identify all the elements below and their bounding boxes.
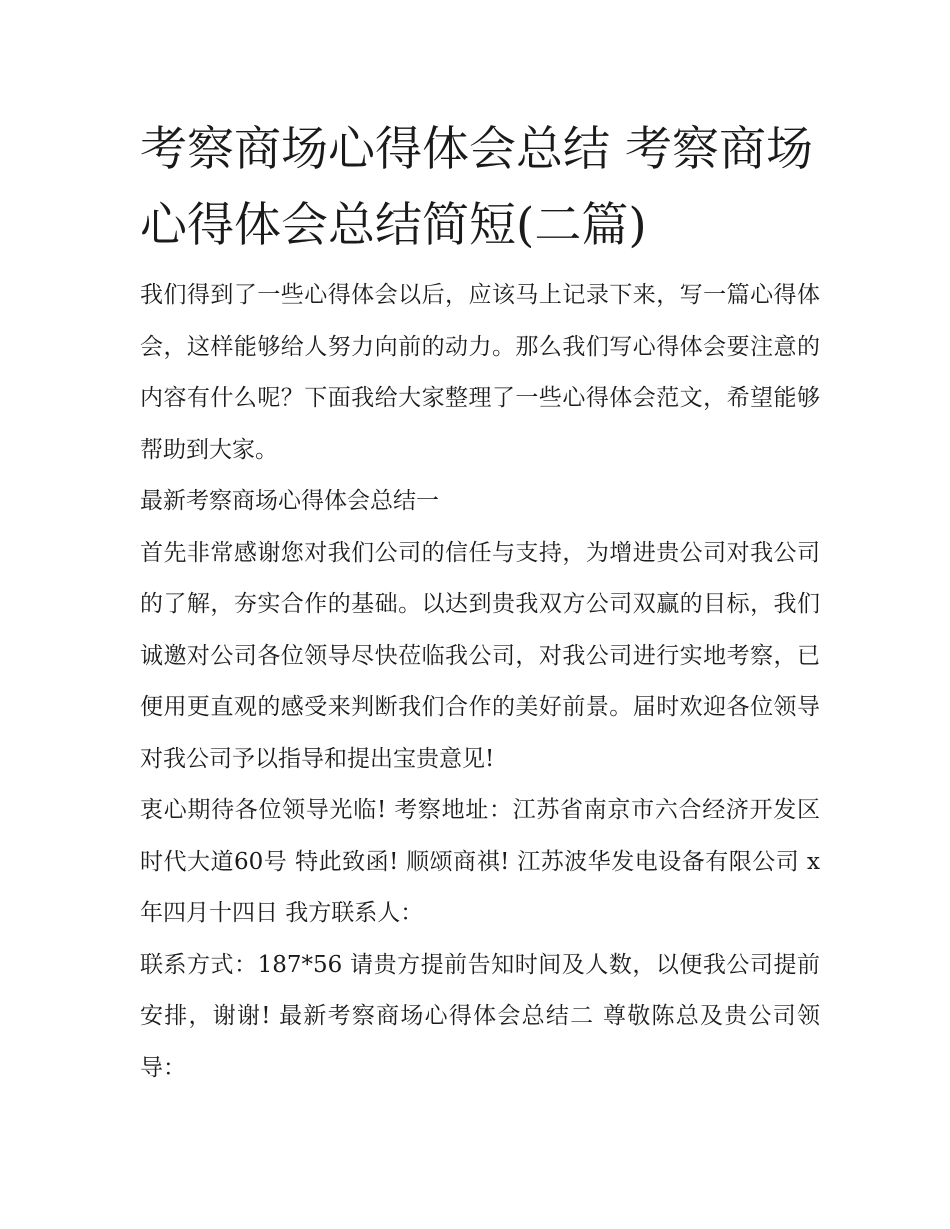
address-paragraph: 衷心期待各位领导光临! 考察地址：江苏省南京市六合经济开发区时代大道60号 特此致函! 顺颂商祺! 江苏波华发电设备有限公司 x 年四月十四日 我方联系人： — [140, 797, 820, 926]
document-title: 考察商场心得体会总结 考察商场心得体会总结简短(二篇) — [140, 122, 813, 253]
intro-paragraph: 我们得到了一些心得体会以后，应该马上记录下来，写一篇心得体会，这样能够给人努力向前的动力。那么我们写心得体会要注意的内容有什么呢？下面我给大家整理了一些心得体会范文，希望能够帮助到大家。 — [140, 282, 820, 463]
contact-paragraph: 联系方式：187*56 请贵方提前告知时间及人数，以便我公司提前安排，谢谢! 最新考察商场心得体会总结二 尊敬陈总及贵公司领导： — [140, 951, 820, 1081]
section-heading-one: 最新考察商场心得体会总结一 — [140, 488, 439, 514]
body-paragraph: 首先非常感谢您对我们公司的信任与支持，为增进贵公司对我公司的了解，夯实合作的基础。以达到贵我双方公司双赢的目标，我们诚邀对公司各位领导尽快莅临我公司，对我公司进行实地考察，已便用更直观的感受来判断我们合作的美好前景。届时欢迎各位领导对我公司予以指导和提出宝贵意见! — [140, 539, 820, 772]
document-page — [140, 112, 820, 1094]
